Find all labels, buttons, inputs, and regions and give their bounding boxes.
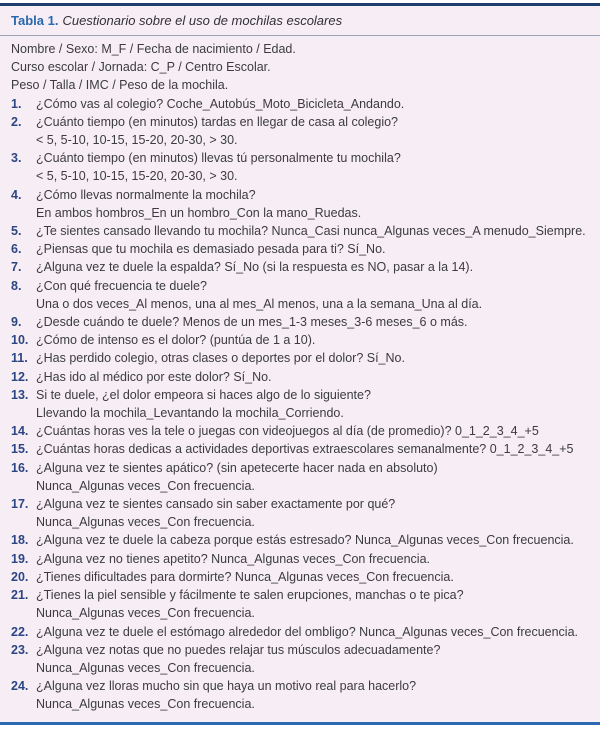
question-text — [36, 222, 594, 240]
question-line: ¿Cuántas horas dedicas a actividades deportivas extraescolares semanalmente? 0_1_2_3_4_+5 — [36, 442, 574, 457]
question-number: 7. — [11, 260, 22, 275]
question-text — [36, 277, 594, 313]
question-text — [36, 368, 594, 386]
question-line: ¿Alguna vez te duele el estómago alrededor del ombligo? Nunca_Algunas veces_Con frecuencia. — [36, 624, 579, 639]
question-text — [36, 531, 594, 549]
question-line: Una o dos veces_Al menos, una al mes_Al menos, una a la semana_Una al día. — [36, 296, 483, 311]
intro-line: Curso escolar / Jornada: C_P / Centro Escolar. — [11, 60, 271, 75]
question-text — [36, 113, 594, 149]
question-number: 15. — [11, 442, 29, 457]
question-text — [36, 677, 594, 713]
question-line: ¿Tienes la piel sensible y fácilmente te salen erupciones, manchas o te pica? — [36, 588, 464, 603]
question-number: 20. — [11, 569, 29, 584]
question-number: 1. — [11, 96, 22, 111]
question-line: ¿Cómo de intenso es el dolor? (puntúa de 1 a 10). — [36, 333, 316, 348]
question-line: ¿Desde cuándo te duele? Menos de un mes_1-3 meses_3-6 meses_6 o más. — [36, 315, 468, 330]
question-row — [11, 277, 594, 313]
question-text — [36, 623, 594, 641]
question-line: ¿Con qué frecuencia te duele? — [36, 278, 207, 293]
question-line: Nunca_Algunas veces_Con frecuencia. — [36, 606, 255, 621]
question-row — [11, 258, 594, 276]
question-number: 22. — [11, 624, 29, 639]
table-label: Tabla 1. — [11, 13, 59, 28]
question-row — [11, 440, 594, 458]
question-row — [11, 368, 594, 386]
table-body — [0, 36, 600, 722]
question-row — [11, 677, 594, 713]
question-text — [36, 586, 594, 622]
question-line: ¿Alguna vez lloras mucho sin que haya un motivo real para hacerlo? — [36, 679, 417, 694]
question-line: < 5, 5-10, 10-15, 15-20, 20-30, > 30. — [36, 169, 238, 184]
question-text — [36, 550, 594, 568]
question-line: ¿Cuántas horas ves la tele o juegas con videojuegos al día (de promedio)? 0_1_2_3_4_+5 — [36, 424, 539, 439]
question-number: 19. — [11, 551, 29, 566]
question-line: ¿Cuánto tiempo (en minutos) llevas tú personalmente tu mochila? — [36, 151, 401, 166]
question-line: ¿Alguna vez te sientes cansado sin saber exactamente por qué? — [36, 497, 396, 512]
question-text — [36, 149, 594, 185]
question-row — [11, 240, 594, 258]
question-text — [36, 240, 594, 258]
question-line: ¿Has ido al médico por este dolor? Sí_No. — [36, 369, 272, 384]
question-line: Si te duele, ¿el dolor empeora si haces algo de lo siguiente? — [36, 387, 371, 402]
question-row — [11, 568, 594, 586]
question-number: 12. — [11, 369, 29, 384]
question-line: Nunca_Algunas veces_Con frecuencia. — [36, 515, 255, 530]
question-row — [11, 623, 594, 641]
question-text — [36, 258, 594, 276]
question-text — [36, 568, 594, 586]
question-line: ¿Alguna vez te duele la espalda? Sí_No (si la respuesta es NO, pasar a la 14). — [36, 260, 474, 275]
question-row — [11, 531, 594, 549]
question-number: 14. — [11, 424, 29, 439]
question-line: < 5, 5-10, 10-15, 15-20, 20-30, > 30. — [36, 133, 238, 148]
question-row — [11, 331, 594, 349]
question-text — [36, 495, 594, 531]
question-text — [36, 440, 594, 458]
question-line: ¿Tienes dificultades para dormirte? Nunca_Algunas veces_Con frecuencia. — [36, 569, 454, 584]
question-row — [11, 586, 594, 622]
question-line: Nunca_Algunas veces_Con frecuencia. — [36, 660, 255, 675]
question-line: ¿Has perdido colegio, otras clases o deportes por el dolor? Sí_No. — [36, 351, 405, 366]
question-line: Llevando la mochila_Levantando la mochila_Corriendo. — [36, 406, 344, 421]
questionnaire-table — [0, 3, 600, 725]
question-text — [36, 459, 594, 495]
intro-line: Peso / Talla / IMC / Peso de la mochila. — [11, 78, 229, 93]
question-number: 4. — [11, 187, 22, 202]
question-line: ¿Alguna vez te duele la cabeza porque estás estresado? Nunca_Algunas veces_Con frecuencia. — [36, 533, 574, 548]
question-text — [36, 422, 594, 440]
question-text — [36, 331, 594, 349]
question-number: 5. — [11, 224, 22, 239]
question-line: ¿Alguna vez no tienes apetito? Nunca_Algunas veces_Con frecuencia. — [36, 551, 431, 566]
question-row — [11, 386, 594, 422]
question-number: 16. — [11, 460, 29, 475]
question-line: Nunca_Algunas veces_Con frecuencia. — [36, 478, 255, 493]
question-row — [11, 349, 594, 367]
question-line: En ambos hombros_En un hombro_Con la mano_Ruedas. — [36, 205, 362, 220]
question-row — [11, 641, 594, 677]
question-line: ¿Piensas que tu mochila es demasiado pesada para ti? Sí_No. — [36, 242, 386, 257]
question-row — [11, 186, 594, 222]
question-text — [36, 313, 594, 331]
question-number: 10. — [11, 333, 29, 348]
intro-section — [11, 40, 594, 95]
question-number: 21. — [11, 588, 29, 603]
question-line: ¿Cómo vas al colegio? Coche_Autobús_Moto_Bicicleta_Andando. — [36, 96, 405, 111]
question-number: 11. — [11, 351, 28, 366]
question-row — [11, 313, 594, 331]
question-list — [11, 95, 594, 714]
question-text — [36, 95, 594, 113]
question-number: 17. — [11, 497, 29, 512]
question-number: 3. — [11, 151, 22, 166]
table-title: Cuestionario sobre el uso de mochilas escolares — [62, 13, 343, 28]
question-line: ¿Te sientes cansado llevando tu mochila? Nunca_Casi nunca_Algunas veces_A menudo_Siempre. — [36, 224, 586, 239]
question-number: 2. — [11, 114, 22, 129]
question-number: 13. — [11, 387, 29, 402]
question-row — [11, 422, 594, 440]
question-number: 18. — [11, 533, 29, 548]
question-text — [36, 186, 594, 222]
question-line: ¿Cómo llevas normalmente la mochila? — [36, 187, 256, 202]
question-number: 8. — [11, 278, 22, 293]
question-row — [11, 95, 594, 113]
question-line: ¿Alguna vez notas que no puedes relajar tus músculos adecuadamente? — [36, 642, 441, 657]
question-text — [36, 641, 594, 677]
question-row — [11, 222, 594, 240]
intro-line: Nombre / Sexo: M_F / Fecha de nacimiento / Edad. — [11, 42, 296, 56]
question-number: 23. — [11, 642, 29, 657]
question-row — [11, 149, 594, 185]
question-number: 6. — [11, 242, 22, 257]
question-line: ¿Cuánto tiempo (en minutos) tardas en llegar de casa al colegio? — [36, 114, 399, 129]
question-number: 9. — [11, 315, 22, 330]
table-header — [0, 6, 600, 36]
question-line: ¿Alguna vez te sientes apático? (sin apetecerte hacer nada en absoluto) — [36, 460, 438, 475]
question-row — [11, 550, 594, 568]
question-text — [36, 386, 594, 422]
question-row — [11, 495, 594, 531]
question-text — [36, 349, 594, 367]
question-line: Nunca_Algunas veces_Con frecuencia. — [36, 697, 255, 712]
question-row — [11, 113, 594, 149]
question-row — [11, 459, 594, 495]
question-number: 24. — [11, 679, 29, 694]
